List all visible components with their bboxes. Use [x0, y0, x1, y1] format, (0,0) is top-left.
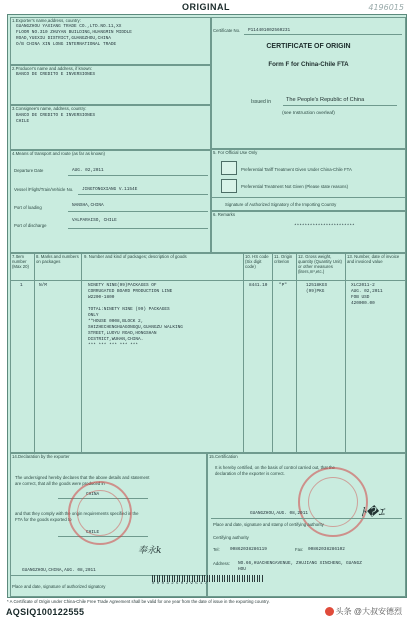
consignee-box	[10, 105, 211, 150]
goods-table	[10, 253, 406, 453]
watermark	[325, 606, 402, 617]
declaration-text-1: The undersigned hereby declares that the above details and statement	[15, 475, 150, 480]
certificate-form	[7, 14, 407, 598]
preferential-not-given-checkbox[interactable]	[221, 179, 237, 193]
declaration-text-2: are correct, that all the goods were produced in	[15, 481, 105, 486]
certifier-signature: ﾄ�ｴ	[360, 505, 385, 519]
preferential-not-given-label: Preferential Treatment Not Given (Please state reasons)	[241, 184, 348, 189]
col-item-header: 7.Item number (Max 20)	[12, 254, 29, 270]
goods-hs: 8441.10	[249, 283, 268, 288]
goods-desc-line-10: DISTRICT,WUHAN,CHINA.	[88, 337, 144, 342]
goods-item: 1	[20, 283, 23, 288]
remarks-value: ***********************	[294, 224, 355, 229]
port-discharge-value: VALPARAISO, CHILE	[72, 218, 117, 223]
goods-desc-line-1: NINETY NINE(99)PACKAGES OF	[88, 283, 157, 288]
declaration-importing-country: CHILE	[86, 530, 100, 535]
consignee-label: 3.Consignee's name, address, country:	[12, 106, 87, 111]
departure-value: AUG. 02,2011	[72, 168, 104, 173]
certification-text-1: It is hereby certified, on the basis of control carried out, that the	[215, 465, 335, 470]
watermark-logo-icon	[325, 607, 334, 616]
fax-label: Fax:	[295, 547, 304, 552]
barcode	[152, 575, 264, 582]
producer-label: 2.Producer's name and address, if known:	[12, 66, 93, 71]
goods-quantity-1: 12518KGS	[306, 283, 328, 288]
tel-label: Tel:	[213, 547, 220, 552]
exporter-line-1: GUANGZHOU YAXIANG TRADE CO.,LTD.NO.11,XX	[16, 24, 122, 29]
remarks-label: 6. Remarks	[213, 212, 235, 217]
declaration-footer: Place and date, signature of authorized signatory	[12, 584, 106, 589]
certification-place-date: GUANGZHOU,AUG. 08,2011	[250, 511, 308, 516]
declaration-country: CHINA	[86, 492, 100, 497]
transport-box	[10, 150, 211, 253]
preferential-given-checkbox[interactable]	[221, 161, 237, 175]
col-criterion-header: 11. Origin criterion	[274, 254, 293, 265]
certification-text-2: declaration of the exporter is correct.	[215, 471, 285, 476]
goods-criterion: "P"	[279, 283, 287, 288]
tel-value: 00862038286119	[230, 547, 267, 552]
importing-signature-label: Signature of Authorized Signatory of the Importing Country	[225, 202, 337, 207]
certificate-no-label: Certificate No.	[213, 28, 241, 33]
certification-label: 15.Certification	[209, 454, 238, 459]
transport-label: 4.Means of transport and route (as far as known)	[12, 151, 105, 156]
issued-label: Issued in	[251, 99, 272, 105]
port-loading-label: Port of loading	[14, 205, 42, 210]
consignee-line-2: CHILE	[16, 119, 30, 124]
footer-note: * A Certificate of Origin under China-Chile Free Trade Agreement shall be valid for one year from the date of issue in the exporting country.	[7, 599, 270, 604]
consignee-line-1: BANCO DE CREDITO E INVERSIONES	[16, 113, 96, 118]
fax-value: 00862038286102	[308, 547, 345, 552]
address-value: NO.66,HUACHENGAVENUE, ZHUJIANG XINCHENG, GUANGZ	[238, 561, 362, 566]
col-hs-header: 10. HS code (Six digit code)	[245, 254, 269, 270]
col-invoice-header: 13. Number, date of invoice and invoiced value	[347, 254, 400, 265]
certification-place-label: Place and date, signature and stamp of certifying authority	[213, 522, 324, 527]
watermark-text: 头条 @大叔安德烈	[335, 607, 402, 616]
goods-desc-line-11: *** *** *** *** ***	[88, 343, 139, 348]
aqsiq-serial: AQSIQ100122555	[6, 607, 85, 617]
col-quantity-header: 12. Gross weight, quantity (Quantity Unit) or other measures (liters,m³,etc.)	[298, 254, 342, 275]
goods-desc-line-6: ONLY	[88, 313, 99, 318]
goods-desc-line-3: W2200-1800	[88, 295, 115, 300]
preferential-given-label: Preferential Tariff Treatment Given Under China-Chile FTA	[241, 167, 352, 172]
goods-desc-line-7: **HOUSE 0008,BLOCK 2,	[88, 319, 144, 324]
certificate-header-box	[211, 17, 406, 149]
goods-desc-line-8: SHIZHECHENGHUAGONGQU,GUANGZU WALKING	[88, 325, 183, 330]
certificate-no-value: P114401002560231	[248, 28, 291, 33]
document-title: ORIGINAL	[182, 2, 230, 12]
declaration-place-date: GUANGZHOU,CHINA,AUG. 08,2011	[22, 568, 96, 573]
instruction-note: (see Instruction overleaf)	[282, 111, 335, 116]
vessel-value: JINGTONGXIANG V.1154E	[82, 187, 138, 192]
goods-invoice-4: 420000.00	[351, 301, 375, 306]
address-label: Address:	[213, 561, 230, 566]
departure-label: Departure Date	[14, 168, 44, 173]
declaration-text-3: and that they comply with the origin requirements specified in the	[15, 511, 139, 516]
barcode-number: 0 0 0 3 2 5 0 2 9 5 1 7	[152, 582, 208, 586]
goods-desc-line-2: CORRUGATED BOARD PRODUCTION LINE	[88, 289, 173, 294]
pencil-note: 4196015	[368, 3, 404, 12]
exporter-line-4: O/B CHINA XIN LONG INTERNATIONAL TRADE	[16, 42, 117, 47]
exporter-line-2: FLOOR NO.310 ZHUYAN BUILDING,HUANGMIN MIDDLE	[16, 30, 132, 35]
certificate-subtitle: Form F for China-Chile FTA	[268, 61, 349, 68]
remarks-box	[211, 211, 406, 253]
goods-desc-line-5: TOTAL:NINETY NINE (99) PACKAGES	[88, 307, 170, 312]
address-value-2: HOU	[238, 567, 246, 572]
col-marks-header: 8. Marks and numbers on packages	[36, 254, 79, 265]
goods-desc-line-9: STREET,LUOYU ROAD,HONGSHAN	[88, 331, 157, 336]
vessel-label: Vessel /Flight/Train/Vehicle No.	[14, 187, 74, 192]
certifying-authority-label: Certifying authority	[213, 535, 249, 540]
goods-invoice-1: XLC2011-2	[351, 283, 375, 288]
certificate-title: CERTIFICATE OF ORIGIN	[266, 43, 351, 50]
declaration-label: 14.Declaration by the exporter	[12, 454, 70, 459]
goods-marks: N/M	[39, 283, 47, 288]
port-loading-value: NANSHA,CHINA	[72, 203, 104, 208]
issued-value: The People's Republic of China	[286, 97, 365, 103]
exporter-signature: 奉永k	[138, 546, 162, 556]
exporter-label: 1.Exporter's name,address, country:	[12, 18, 81, 23]
declaration-text-4: FTA for the goods exported to	[15, 517, 72, 522]
goods-invoice-3: FOB USD	[351, 295, 370, 300]
goods-quantity-2: (99)PKG	[306, 289, 325, 294]
col-description-header: 9. Number and kind of packages; description of goods	[84, 254, 187, 259]
producer-value: BANCO DE CREDITO E INVERSIONES	[16, 72, 96, 77]
goods-invoice-2: AUG. 02,2011	[351, 289, 383, 294]
official-use-label: 5. For Official Use Only	[213, 150, 258, 155]
port-discharge-label: Port of discharge	[14, 223, 47, 228]
exporter-line-3: ROAD,YUEXIU DISTRICT,GUANGZHOU,CHINA	[16, 36, 111, 41]
